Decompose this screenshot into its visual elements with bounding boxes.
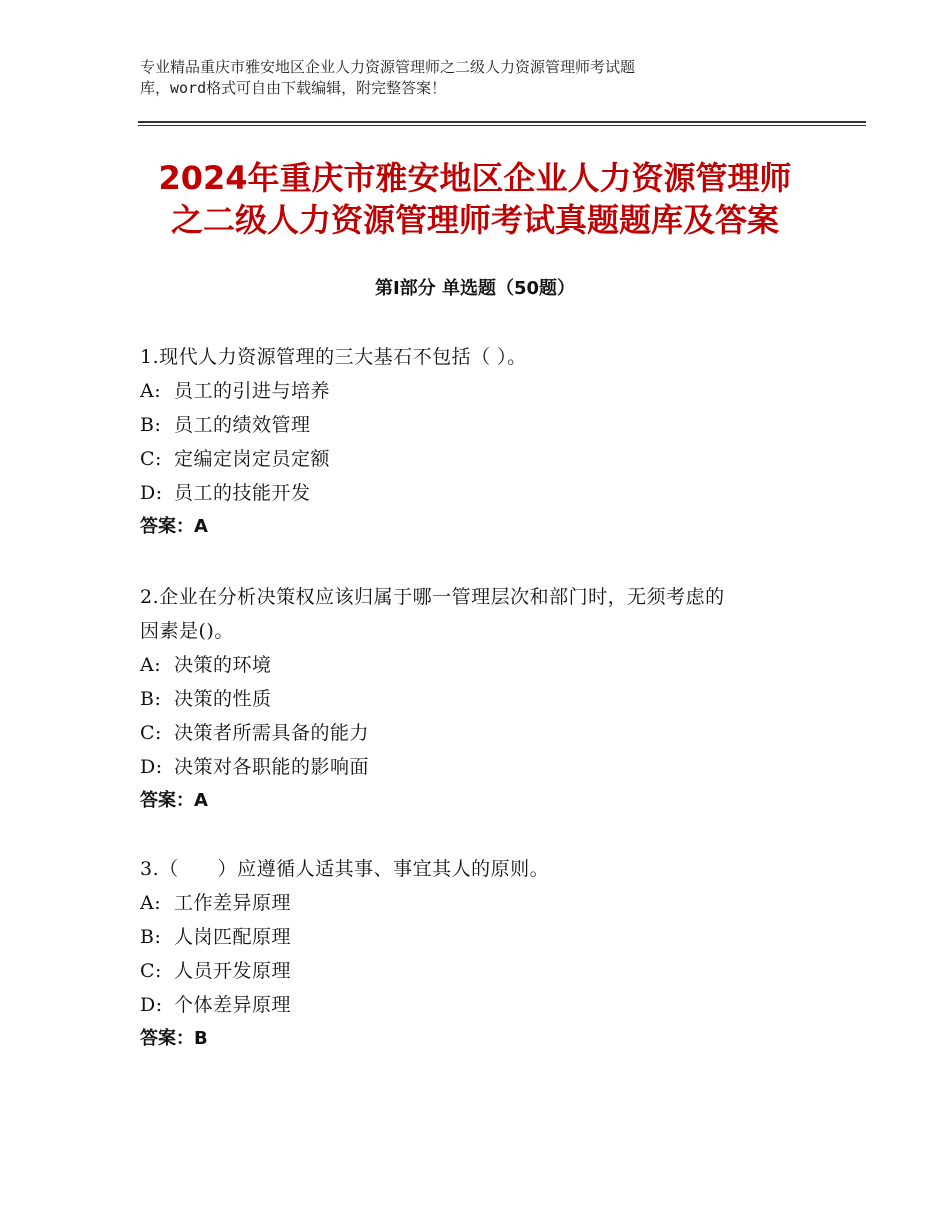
header-divider-thick: [138, 121, 866, 123]
option-c: [140, 442, 820, 476]
option-text: 人岗匹配原理: [174, 926, 292, 948]
document-title-line-2: 之二级人力资源管理师考试真题题库及答案: [170, 201, 779, 239]
option-a: [140, 886, 820, 920]
question-stem: 3.（ ）应遵循人适其事、事宜其人的原则。: [140, 858, 550, 880]
header-divider-thin: [138, 125, 866, 126]
option-a: [140, 648, 820, 682]
document-title-line-1: 2024年重庆市雅安地区企业人力资源管理师: [158, 159, 792, 197]
header-note-line-1: 专业精品重庆市雅安地区企业人力资源管理师之二级人力资源管理师考试题: [140, 58, 636, 76]
option-text: 员工的绩效管理: [174, 414, 311, 436]
question-3: [140, 852, 820, 1056]
option-text: 员工的引进与培养: [174, 380, 331, 402]
answer: 答案：B: [140, 1028, 208, 1049]
option-c: [140, 954, 820, 988]
option-d: [140, 750, 820, 784]
option-text: 决策者所需具备的能力: [174, 722, 370, 744]
option-d: [140, 988, 820, 1022]
option-letter: A:: [140, 654, 162, 676]
question-2: [140, 580, 820, 818]
section-title: 第Ⅰ部分 单选题（50题）: [374, 278, 575, 299]
option-letter: B:: [140, 926, 162, 948]
option-d: [140, 476, 820, 510]
option-text: 决策的性质: [174, 688, 272, 710]
question-stem-continued: 因素是()。: [140, 620, 234, 642]
option-letter: C:: [140, 722, 162, 744]
option-b: [140, 682, 820, 716]
option-letter: D:: [140, 756, 163, 778]
option-text: 决策的环境: [174, 654, 272, 676]
option-letter: C:: [140, 448, 162, 470]
question-1: [140, 340, 820, 544]
option-text: 决策对各职能的影响面: [174, 756, 370, 778]
document-title: [100, 157, 850, 241]
header-note-line-2: 库，word格式可自由下载编辑，附完整答案！: [140, 79, 447, 97]
option-text: 个体差异原理: [174, 994, 292, 1016]
answer: 答案：A: [140, 516, 208, 537]
option-letter: D:: [140, 994, 163, 1016]
option-b: [140, 408, 820, 442]
option-letter: D:: [140, 482, 163, 504]
option-b: [140, 920, 820, 954]
question-stem: 2.企业在分析决策权应该归属于哪一管理层次和部门时，无须考虑的: [140, 586, 725, 608]
question-stem: 1.现代人力资源管理的三大基石不包括（ ）。: [140, 346, 527, 368]
option-letter: B:: [140, 688, 162, 710]
option-text: 工作差异原理: [174, 892, 292, 914]
option-letter: A:: [140, 380, 162, 402]
option-letter: B:: [140, 414, 162, 436]
option-text: 定编定岗定员定额: [174, 448, 331, 470]
header-note: [140, 57, 800, 99]
option-c: [140, 716, 820, 750]
option-letter: C:: [140, 960, 162, 982]
option-a: [140, 374, 820, 408]
option-text: 员工的技能开发: [174, 482, 311, 504]
answer: 答案：A: [140, 790, 208, 811]
option-letter: A:: [140, 892, 162, 914]
option-text: 人员开发原理: [174, 960, 292, 982]
